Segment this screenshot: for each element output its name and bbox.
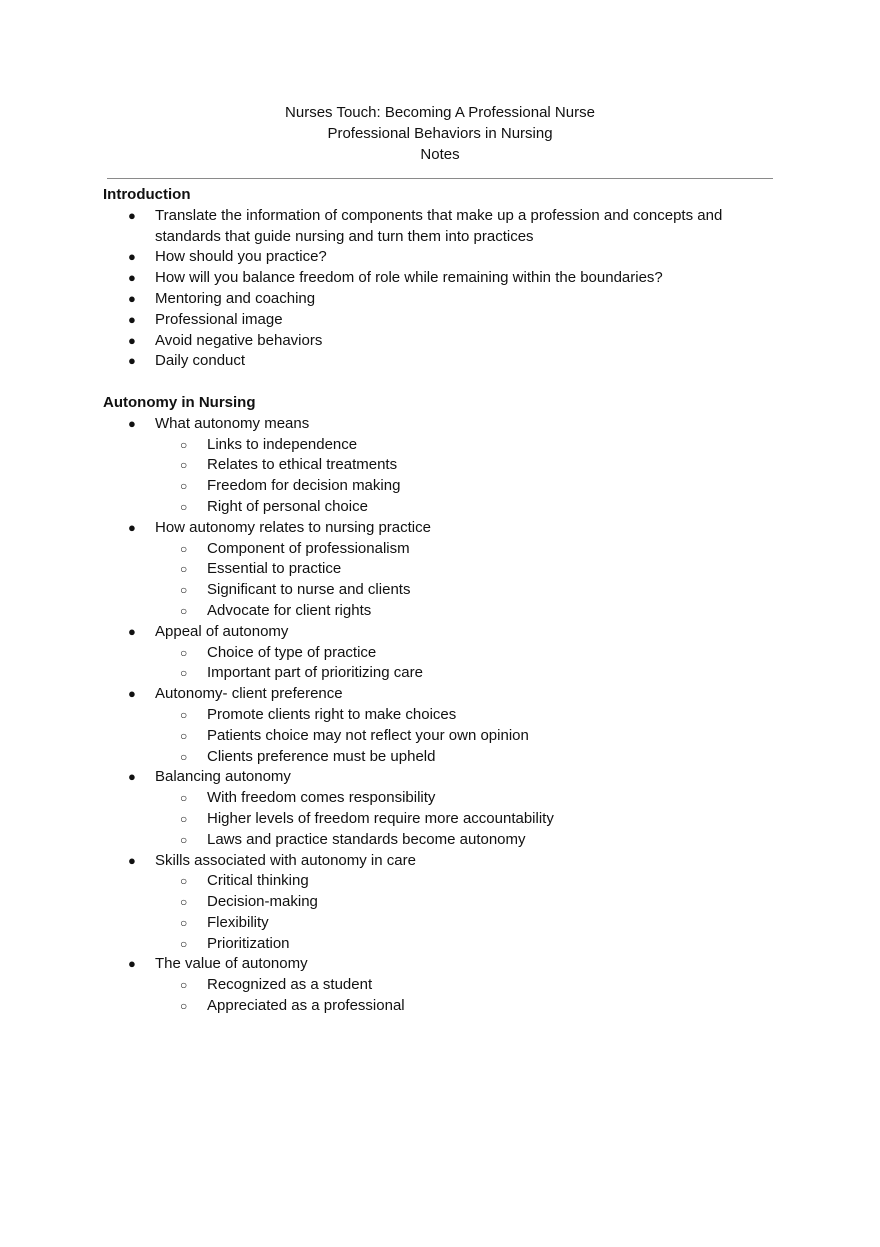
sub-list-item [155,435,783,456]
sub-list-item-text: Important part of prioritizing care [207,664,423,682]
sub-list-item-text: Relates to ethical treatments [207,456,398,474]
bullet-icon: ● [128,415,136,431]
sub-list-item-text: With freedom comes responsibility [207,789,436,807]
bullet-icon: ● [128,852,136,868]
list-item-text: Appeal of autonomy [155,622,289,640]
bullet-icon: ● [128,207,136,223]
sub-bullet-icon: ○ [180,936,188,951]
sub-list-item-text: Right of personal choice [207,497,368,515]
list-item [103,247,783,268]
sub-list-item-text: Flexibility [207,913,269,931]
sub-bullet-icon: ○ [180,645,188,660]
list-item [103,289,783,310]
section-heading: Introduction [103,186,191,203]
list-item [103,331,783,352]
sub-list-item-text: Component of professionalism [207,539,410,557]
header-notes-label: Notes [420,146,460,163]
sub-list-item-text: Significant to nurse and clients [207,581,411,599]
list-item-text: Translate the information of components that make up a profession and concepts and standards that guide nursing and turn them into practices [155,206,723,245]
sub-list-item [155,892,783,913]
document-body [103,185,783,1017]
sub-list-item-text: Freedom for decision making [207,477,401,495]
list-item-text: Skills associated with autonomy in care [155,851,416,869]
sub-list-item-text: Higher levels of freedom require more accountability [207,809,554,827]
sub-bullet-icon: ○ [180,499,188,514]
sub-bullet-list [155,871,783,954]
list-item-text: How autonomy relates to nursing practice [155,518,431,536]
sub-bullet-icon: ○ [180,583,188,598]
sub-list-item [155,788,783,809]
sub-list-item-text: Clients preference must be upheld [207,747,436,765]
sub-list-item [155,643,783,664]
sub-list-item-text: Prioritization [207,934,290,952]
sub-list-item [155,497,783,518]
list-item-text: Avoid negative behaviors [155,331,323,349]
list-item [103,767,783,850]
sub-list-item-text: Links to independence [207,435,358,453]
sub-list-item [155,996,783,1017]
sub-bullet-list [155,539,783,622]
sub-list-item-text: Essential to practice [207,560,342,578]
sub-list-item-text: Decision-making [207,893,318,911]
sub-bullet-icon: ○ [180,999,188,1014]
list-item-text: Professional image [155,310,283,328]
bullet-icon: ● [128,353,136,369]
list-item [103,622,783,684]
sub-list-item [155,726,783,747]
list-item [103,684,783,767]
list-item [103,351,783,372]
sub-list-item [155,476,783,497]
bullet-icon: ● [128,519,136,535]
bullet-list [103,206,783,372]
sub-list-item [155,830,783,851]
sub-bullet-icon: ○ [180,874,188,889]
sub-list-item-text: Critical thinking [207,872,309,890]
sub-bullet-icon: ○ [180,458,188,473]
sub-bullet-icon: ○ [180,541,188,556]
section-heading: Autonomy in Nursing [103,393,256,411]
list-item [103,206,783,248]
document-header [0,102,880,165]
sub-bullet-list [155,975,783,1017]
list-item-text: How should you practice? [155,248,327,266]
sub-list-item-text: Promote clients right to make choices [207,705,457,723]
sub-bullet-icon: ○ [180,562,188,577]
sub-bullet-icon: ○ [180,728,188,743]
bullet-icon: ● [128,769,136,785]
bullet-icon: ● [128,623,136,639]
sub-bullet-icon: ○ [180,479,188,494]
sub-list-item-text: Laws and practice standards become autonomy [207,830,526,848]
bullet-icon: ● [128,249,136,265]
list-item-text: Mentoring and coaching [155,289,316,307]
sub-list-item [155,975,783,996]
sub-bullet-list [155,435,783,518]
bullet-list [103,414,783,1017]
sub-bullet-list [155,788,783,850]
sub-bullet-icon: ○ [180,832,188,847]
bullet-icon: ● [128,956,136,972]
sub-list-item-text: Choice of type of practice [207,643,377,661]
sub-list-item [155,559,783,580]
sub-list-item [155,455,783,476]
sub-list-item [155,747,783,768]
sub-bullet-icon: ○ [180,666,188,681]
list-item-text: Autonomy- client preference [155,685,343,703]
bullet-icon: ● [128,686,136,702]
list-item-text: Balancing autonomy [155,768,291,786]
list-item [103,310,783,331]
sub-bullet-icon: ○ [180,978,188,993]
bullet-icon: ● [128,270,136,286]
sub-list-item [155,871,783,892]
sub-list-item [155,601,783,622]
header-title: Nurses Touch: Becoming A Professional Nurse [285,104,595,121]
sub-list-item [155,913,783,934]
sub-list-item-text: Recognized as a student [207,976,373,994]
sub-list-item [155,934,783,955]
sub-bullet-icon: ○ [180,895,188,910]
sub-bullet-icon: ○ [180,791,188,806]
header-divider [107,178,773,179]
section-spacer [103,372,783,393]
header-subtitle: Professional Behaviors in Nursing [327,125,553,142]
sub-list-item [155,705,783,726]
bullet-icon: ● [128,290,136,306]
sub-list-item [155,663,783,684]
sub-list-item-text: Advocate for client rights [207,601,372,619]
sub-bullet-list [155,705,783,767]
bullet-icon: ● [128,311,136,327]
sub-bullet-icon: ○ [180,915,188,930]
sub-list-item [155,539,783,560]
sub-bullet-icon: ○ [180,749,188,764]
list-item-text: The value of autonomy [155,955,308,973]
list-item [103,414,783,518]
sub-bullet-icon: ○ [180,811,188,826]
sub-bullet-icon: ○ [180,707,188,722]
sub-list-item-text: Patients choice may not reflect your own opinion [207,726,529,744]
list-item-text: What autonomy means [155,414,310,432]
list-item [103,954,783,1016]
bullet-icon: ● [128,332,136,348]
sub-list-item [155,580,783,601]
sub-bullet-list [155,643,783,685]
list-item [103,268,783,289]
list-item [103,518,783,622]
sub-list-item [155,809,783,830]
sub-bullet-icon: ○ [180,437,188,452]
list-item [103,851,783,955]
sub-list-item-text: Appreciated as a professional [207,997,405,1015]
list-item-text: How will you balance freedom of role while remaining within the boundaries? [155,269,663,287]
sub-bullet-icon: ○ [180,603,188,618]
list-item-text: Daily conduct [155,352,246,370]
